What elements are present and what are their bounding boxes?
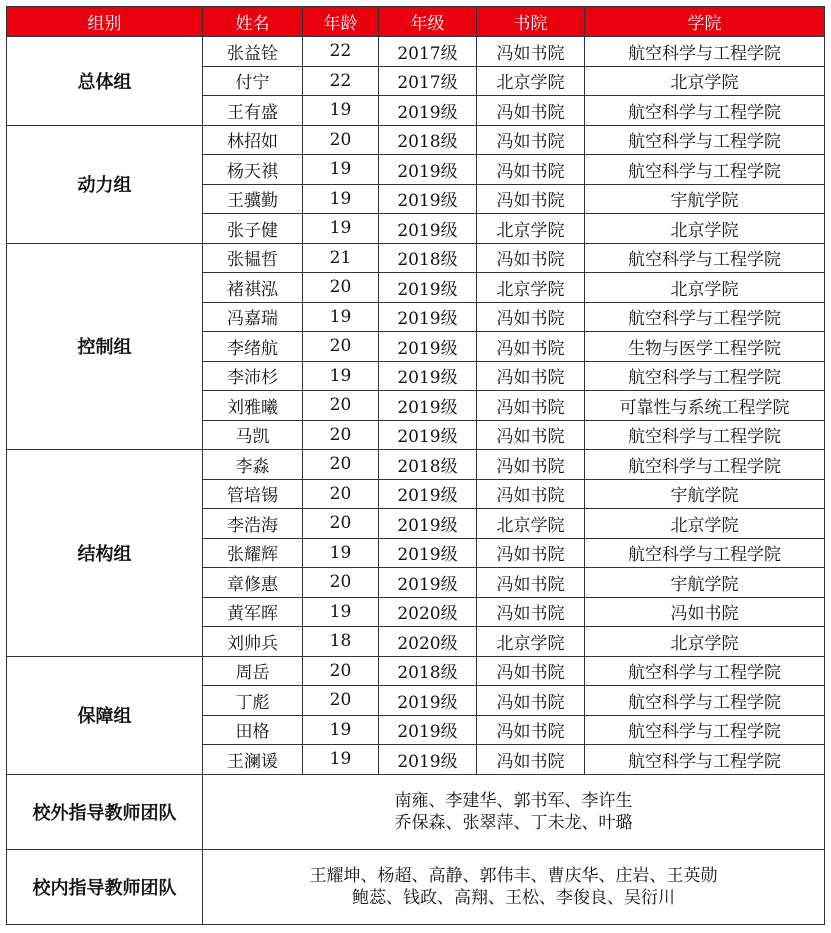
member-age: 20 <box>303 420 379 450</box>
member-name: 周岳 <box>203 656 303 686</box>
member-grade: 2019级 <box>379 479 477 509</box>
team-member-line: 鲍蕊、钱政、高翔、王松、李俊良、吴衍川 <box>352 887 675 908</box>
member-college: 航空科学与工程学院 <box>585 450 825 480</box>
group-cell: 动力组 <box>7 125 203 243</box>
member-grade: 2019级 <box>379 568 477 598</box>
member-academy: 冯如书院 <box>477 302 585 332</box>
member-academy: 冯如书院 <box>477 538 585 568</box>
group-cell: 控制组 <box>7 243 203 450</box>
member-age: 22 <box>303 66 379 96</box>
member-age: 19 <box>303 184 379 214</box>
member-grade: 2019级 <box>379 273 477 303</box>
team-member-line: 南雍、李建华、郭书军、李许生 <box>394 790 633 811</box>
member-college: 北京学院 <box>585 66 825 96</box>
table-row <box>7 656 825 686</box>
member-name: 王骥勤 <box>203 184 303 214</box>
member-college: 可靠性与系统工程学院 <box>585 391 825 421</box>
member-grade: 2019级 <box>379 391 477 421</box>
member-age: 20 <box>303 125 379 155</box>
table-row <box>7 37 825 67</box>
member-age: 20 <box>303 479 379 509</box>
member-grade: 2019级 <box>379 686 477 716</box>
member-grade: 2018级 <box>379 450 477 480</box>
member-age: 19 <box>303 715 379 745</box>
table-header <box>7 7 825 37</box>
member-name: 张益铨 <box>203 37 303 67</box>
member-age: 20 <box>303 686 379 716</box>
header-name: 姓名 <box>203 7 303 37</box>
member-name: 付宁 <box>203 66 303 96</box>
member-academy: 北京学院 <box>477 66 585 96</box>
member-college: 航空科学与工程学院 <box>585 155 825 185</box>
member-academy: 冯如书院 <box>477 715 585 745</box>
member-college: 航空科学与工程学院 <box>585 686 825 716</box>
member-name: 刘雅曦 <box>203 391 303 421</box>
member-age: 19 <box>303 538 379 568</box>
member-grade: 2019级 <box>379 302 477 332</box>
member-grade: 2020级 <box>379 627 477 657</box>
member-academy: 冯如书院 <box>477 391 585 421</box>
member-academy: 冯如书院 <box>477 656 585 686</box>
member-academy: 冯如书院 <box>477 568 585 598</box>
member-academy: 冯如书院 <box>477 96 585 126</box>
member-age: 20 <box>303 273 379 303</box>
member-grade: 2019级 <box>379 715 477 745</box>
team-members <box>203 849 825 924</box>
header-age: 年龄 <box>303 7 379 37</box>
member-grade: 2018级 <box>379 243 477 273</box>
member-name: 杨天祺 <box>203 155 303 185</box>
member-college: 宇航学院 <box>585 184 825 214</box>
member-age: 20 <box>303 656 379 686</box>
member-name: 褚祺泓 <box>203 273 303 303</box>
member-college: 宇航学院 <box>585 479 825 509</box>
member-college: 航空科学与工程学院 <box>585 420 825 450</box>
member-age: 21 <box>303 243 379 273</box>
member-name: 章修惠 <box>203 568 303 598</box>
member-age: 19 <box>303 745 379 775</box>
member-academy: 冯如书院 <box>477 745 585 775</box>
member-academy: 冯如书院 <box>477 125 585 155</box>
member-age: 19 <box>303 361 379 391</box>
member-college: 航空科学与工程学院 <box>585 715 825 745</box>
member-academy: 冯如书院 <box>477 450 585 480</box>
member-grade: 2019级 <box>379 745 477 775</box>
member-grade: 2019级 <box>379 155 477 185</box>
teacher-team-row <box>7 849 825 924</box>
member-name: 冯嘉瑞 <box>203 302 303 332</box>
member-college: 北京学院 <box>585 509 825 539</box>
member-name: 李绪航 <box>203 332 303 362</box>
member-college: 北京学院 <box>585 214 825 244</box>
team-label: 校外指导教师团队 <box>7 774 203 849</box>
member-college: 航空科学与工程学院 <box>585 656 825 686</box>
member-academy: 冯如书院 <box>477 37 585 67</box>
member-college: 航空科学与工程学院 <box>585 125 825 155</box>
header-grade: 年级 <box>379 7 477 37</box>
member-academy: 北京学院 <box>477 273 585 303</box>
member-academy: 冯如书院 <box>477 479 585 509</box>
member-age: 20 <box>303 391 379 421</box>
member-name: 管培锡 <box>203 479 303 509</box>
member-college: 冯如书院 <box>585 597 825 627</box>
roster-table <box>6 6 825 925</box>
member-academy: 冯如书院 <box>477 243 585 273</box>
member-name: 王澜谖 <box>203 745 303 775</box>
member-name: 李淼 <box>203 450 303 480</box>
member-grade: 2019级 <box>379 361 477 391</box>
member-academy: 冯如书院 <box>477 332 585 362</box>
member-age: 19 <box>303 302 379 332</box>
member-age: 20 <box>303 568 379 598</box>
member-academy: 北京学院 <box>477 509 585 539</box>
member-name: 张耀辉 <box>203 538 303 568</box>
member-college: 生物与医学工程学院 <box>585 332 825 362</box>
member-age: 22 <box>303 37 379 67</box>
member-college: 航空科学与工程学院 <box>585 361 825 391</box>
member-name: 张子健 <box>203 214 303 244</box>
member-age: 19 <box>303 597 379 627</box>
member-name: 马凯 <box>203 420 303 450</box>
table-row <box>7 243 825 273</box>
member-academy: 冯如书院 <box>477 420 585 450</box>
member-grade: 2019级 <box>379 538 477 568</box>
member-college: 北京学院 <box>585 273 825 303</box>
member-grade: 2019级 <box>379 332 477 362</box>
table-body <box>7 37 825 925</box>
header-academy: 书院 <box>477 7 585 37</box>
member-age: 18 <box>303 627 379 657</box>
member-grade: 2017级 <box>379 37 477 67</box>
member-age: 20 <box>303 332 379 362</box>
member-name: 李浩海 <box>203 509 303 539</box>
member-grade: 2019级 <box>379 420 477 450</box>
member-grade: 2019级 <box>379 184 477 214</box>
member-grade: 2019级 <box>379 214 477 244</box>
team-member-line: 王耀坤、杨超、高静、郭伟丰、曹庆华、庄岩、王英勋 <box>309 865 718 886</box>
member-academy: 北京学院 <box>477 627 585 657</box>
member-grade: 2018级 <box>379 125 477 155</box>
member-grade: 2020级 <box>379 597 477 627</box>
member-academy: 冯如书院 <box>477 597 585 627</box>
member-name: 丁彪 <box>203 686 303 716</box>
teacher-team-row <box>7 774 825 849</box>
member-age: 20 <box>303 450 379 480</box>
member-name: 刘帅兵 <box>203 627 303 657</box>
member-college: 北京学院 <box>585 627 825 657</box>
table-row <box>7 450 825 480</box>
member-age: 20 <box>303 509 379 539</box>
member-grade: 2017级 <box>379 66 477 96</box>
member-age: 19 <box>303 155 379 185</box>
group-cell: 总体组 <box>7 37 203 126</box>
header-group: 组别 <box>7 7 203 37</box>
member-college: 航空科学与工程学院 <box>585 538 825 568</box>
member-college: 航空科学与工程学院 <box>585 745 825 775</box>
member-academy: 冯如书院 <box>477 155 585 185</box>
member-college: 航空科学与工程学院 <box>585 96 825 126</box>
member-academy: 冯如书院 <box>477 361 585 391</box>
member-name: 黄军晖 <box>203 597 303 627</box>
member-age: 19 <box>303 214 379 244</box>
member-name: 田格 <box>203 715 303 745</box>
member-grade: 2018级 <box>379 656 477 686</box>
member-college: 宇航学院 <box>585 568 825 598</box>
member-academy: 冯如书院 <box>477 686 585 716</box>
member-name: 李沛杉 <box>203 361 303 391</box>
member-name: 王有盛 <box>203 96 303 126</box>
member-college: 航空科学与工程学院 <box>585 302 825 332</box>
group-cell: 结构组 <box>7 450 203 657</box>
header-college: 学院 <box>585 7 825 37</box>
member-academy: 北京学院 <box>477 214 585 244</box>
team-member-line: 乔保森、张翠萍、丁未龙、叶璐 <box>394 812 633 833</box>
member-academy: 冯如书院 <box>477 184 585 214</box>
team-label: 校内指导教师团队 <box>7 849 203 924</box>
member-college: 航空科学与工程学院 <box>585 243 825 273</box>
member-name: 张韫哲 <box>203 243 303 273</box>
member-college: 航空科学与工程学院 <box>585 37 825 67</box>
member-grade: 2019级 <box>379 96 477 126</box>
table-row <box>7 125 825 155</box>
member-age: 19 <box>303 96 379 126</box>
member-name: 林招如 <box>203 125 303 155</box>
member-grade: 2019级 <box>379 509 477 539</box>
group-cell: 保障组 <box>7 656 203 774</box>
header-row <box>7 7 825 37</box>
team-members <box>203 774 825 849</box>
